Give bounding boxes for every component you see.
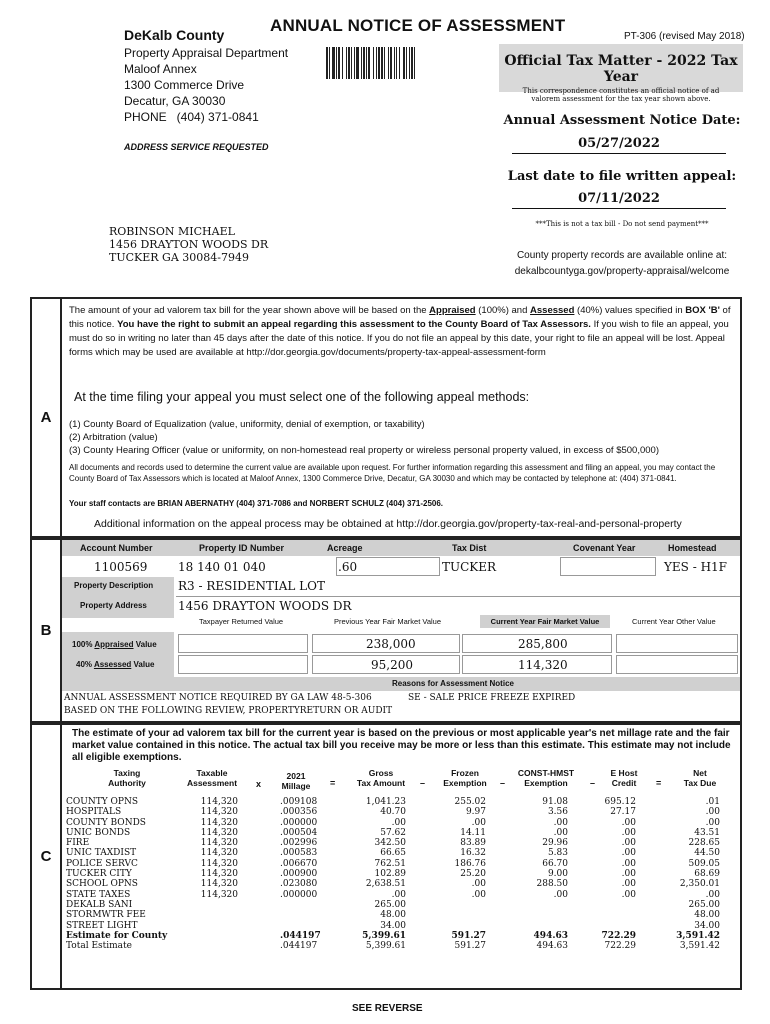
prev-appraised-value: 238,000 bbox=[366, 637, 416, 651]
net-cell: 2,350.01 bbox=[679, 879, 720, 890]
const-cell: 29.96 bbox=[542, 838, 568, 849]
taxable-cell: 114,320 bbox=[200, 869, 238, 880]
ehost-cell: 722.29 bbox=[604, 941, 636, 952]
gross-cell: 40.70 bbox=[380, 807, 406, 818]
address-service-requested: ADDRESS SERVICE REQUESTED bbox=[124, 142, 269, 152]
notice-title: ANNUAL NOTICE OF ASSESSMENT bbox=[270, 16, 566, 35]
owner-address-block bbox=[109, 225, 268, 264]
const-hmst-column bbox=[510, 797, 568, 951]
frozen-cell bbox=[430, 910, 486, 920]
frozen-cell: 186.76 bbox=[454, 858, 486, 869]
taxable-column bbox=[180, 797, 238, 951]
authority-cell: Estimate for County bbox=[66, 930, 168, 941]
frozen-cell: .00 bbox=[471, 889, 486, 900]
estimate-note: The estimate of your ad valorem tax bill for the current year is based on the previous or most applicable year's net millage rate and the fair market value contained in this notice. The actual tax bill you receive may be more or less than this estimate. This estimate may not include all eligible exemptions. bbox=[72, 728, 731, 763]
gross-cell: .00 bbox=[391, 889, 406, 900]
additional-info-link: Additional information on the appeal process may be obtained at http://dor.georgia.gov/property-tax-real-and-personal-property bbox=[94, 518, 682, 530]
appraised-word: Appraised bbox=[94, 640, 134, 649]
appraised-pct: 100% bbox=[72, 640, 95, 649]
section-b-label: B bbox=[30, 538, 60, 723]
appeal-methods-heading: At the time filing your appeal you must select one of the following appeal methods: bbox=[74, 390, 530, 404]
documents-info: All documents and records used to determine the current value are available upon request. For further information regarding this assessment and filing an appeal, you may contact the County Board of Tax Assessors which is located at Maloof Annex, 1300 Commerce Drive, Decatur, GA 30030 and which may be contacted by telephone at: (404) 371-0841. bbox=[69, 463, 716, 483]
online-records bbox=[502, 248, 742, 280]
owner-city: TUCKER GA 30084-7949 bbox=[109, 251, 249, 264]
right-to-appeal: You have the right to submit an appeal regarding this assessment to the County Board of Tax Assessors. bbox=[117, 319, 591, 330]
not-a-bill-notice: ***This is not a tax bill - Do not send payment*** bbox=[535, 220, 709, 228]
millage-cell: .000900 bbox=[280, 869, 318, 880]
taxable-cell bbox=[180, 941, 238, 951]
taxable-cell bbox=[180, 931, 238, 941]
reason-law: ANNUAL ASSESSMENT NOTICE REQUIRED BY GA LAW 48-5-306 bbox=[64, 693, 372, 703]
ehost-cell: 722.29 bbox=[601, 930, 636, 941]
millage-cell bbox=[280, 900, 340, 910]
ehost-cell: .00 bbox=[621, 869, 636, 880]
intro-text: If you wish to file an appeal, you must do so in writing no later than 45 days after the date of this notice. If you do not file an appeal by this date, your right to file an appeal will be lost. Appeal forms which may be used are available at http://dor.georgia.gov/documents/property-tax-appeal-assessment-form bbox=[69, 319, 729, 358]
authority-cell: TUCKER CITY bbox=[66, 869, 132, 880]
taxable-cell: 114,320 bbox=[200, 838, 238, 849]
frozen-cell: 14.11 bbox=[460, 827, 486, 838]
ehost-cell: .00 bbox=[621, 889, 636, 900]
millage-header: 2021 Millage bbox=[281, 771, 311, 791]
gross-cell: 762.51 bbox=[374, 858, 406, 869]
taxpayer-appraised-cell bbox=[178, 634, 308, 653]
ehost-cell: .00 bbox=[621, 848, 636, 859]
authority-cell: COUNTY OPNS bbox=[66, 797, 139, 807]
gross-cell: 48.00 bbox=[380, 910, 406, 921]
net-cell: 265.00 bbox=[688, 899, 720, 910]
other-assessed-cell bbox=[616, 655, 738, 674]
net-cell: 509.05 bbox=[688, 858, 720, 869]
gross-cell: 5,399.61 bbox=[362, 930, 406, 941]
gross-cell: 66.65 bbox=[380, 848, 406, 859]
authority-cell: HOSPITALS bbox=[66, 807, 122, 818]
const-cell: .00 bbox=[553, 827, 568, 838]
const-cell: 9.00 bbox=[547, 869, 568, 880]
net-cell: 34.00 bbox=[694, 920, 720, 931]
millage-cell: .000000 bbox=[280, 817, 318, 828]
official-tax-matter-box bbox=[499, 44, 743, 103]
authority-cell: DEKALB SANI bbox=[66, 899, 133, 910]
authority-cell: STORMWTR FEE bbox=[66, 910, 146, 921]
millage-cell: .000000 bbox=[280, 889, 318, 900]
ehost-cell: 27.17 bbox=[610, 807, 636, 818]
millage-cell bbox=[280, 921, 340, 931]
taxable-cell bbox=[180, 910, 238, 920]
covenant-year-header: Covenant Year bbox=[573, 543, 636, 553]
minus-operator: – bbox=[500, 778, 506, 788]
taxpayer-returned-header: Taxpayer Returned Value bbox=[199, 617, 284, 626]
taxable-cell: 114,320 bbox=[200, 797, 238, 807]
const-cell: 494.63 bbox=[533, 930, 568, 941]
intro-text: of this notice. bbox=[69, 305, 731, 330]
net-cell: .01 bbox=[705, 797, 720, 807]
net-cell: 48.00 bbox=[694, 910, 720, 921]
intro-text: The amount of your ad valorem tax bill for the year shown above will be based on the bbox=[69, 305, 430, 316]
form-number: PT-306 (revised May 2018) bbox=[624, 31, 745, 42]
row-divider bbox=[176, 596, 740, 597]
net-cell: .00 bbox=[705, 807, 720, 818]
gross-header: Gross Tax Amount bbox=[356, 768, 406, 788]
current-fmv-header: Current Year Fair Market Value bbox=[480, 615, 610, 628]
gross-cell: 342.50 bbox=[374, 838, 406, 849]
taxable-cell: 114,320 bbox=[200, 858, 238, 869]
net-cell: 3,591.42 bbox=[679, 941, 720, 952]
frozen-cell: 16.32 bbox=[460, 848, 486, 859]
millage-cell: .000504 bbox=[280, 827, 318, 838]
gross-cell: 5,399.61 bbox=[365, 941, 406, 952]
const-cell: 3.56 bbox=[547, 807, 568, 818]
account-number-header: Account Number bbox=[80, 543, 153, 553]
phone-line: PHONE (404) 371-0841 bbox=[124, 110, 259, 124]
prev-assessed-value: 95,200 bbox=[371, 658, 413, 672]
millage-cell: .002996 bbox=[280, 838, 318, 849]
equals-operator: = bbox=[656, 778, 662, 788]
minus-operator: – bbox=[590, 778, 596, 788]
intro-text: (100%) and bbox=[475, 305, 531, 316]
homestead-header: Homestead bbox=[668, 543, 717, 553]
assessed-value-label bbox=[76, 660, 154, 669]
property-address-value: 1456 DRAYTON WOODS DR bbox=[178, 599, 352, 613]
authority-header: Taxing Authority bbox=[108, 768, 146, 788]
property-id-header: Property ID Number bbox=[199, 543, 285, 553]
official-tax-matter-title: Official Tax Matter - 2022 Tax Year bbox=[504, 53, 738, 85]
ehost-header: E Host Credit bbox=[610, 768, 638, 788]
authority-cell: Total Estimate bbox=[66, 941, 132, 952]
appraised-term: Appraised bbox=[429, 305, 476, 316]
official-tax-matter-subtitle: This correspondence constitutes an official notice of ad valorem assessment for the tax year shown above. bbox=[522, 87, 720, 103]
see-reverse: SEE REVERSE bbox=[352, 1003, 423, 1014]
frozen-cell: 591.27 bbox=[451, 930, 486, 941]
address-line: Property Appraisal Department bbox=[124, 46, 289, 60]
appeal-date-label: Last date to file written appeal: bbox=[507, 169, 737, 184]
value-word: Value bbox=[133, 640, 157, 649]
taxable-header: Taxable Assessment bbox=[186, 768, 238, 788]
const-cell bbox=[510, 900, 568, 910]
ehost-cell bbox=[590, 910, 636, 920]
taxable-cell: 114,320 bbox=[200, 807, 238, 818]
frozen-header: Frozen Exemption bbox=[443, 768, 487, 788]
millage-cell: .000583 bbox=[280, 848, 318, 859]
intro-text: (40%) values specified in bbox=[574, 305, 686, 316]
net-cell: 3,591.42 bbox=[676, 930, 720, 941]
address-line: Maloof Annex bbox=[124, 62, 197, 76]
taxable-cell: 114,320 bbox=[200, 827, 238, 838]
gross-cell: 1,041.23 bbox=[365, 797, 406, 807]
multiply-operator: x bbox=[256, 779, 262, 789]
homestead-value: YES - H1F bbox=[664, 560, 728, 574]
gross-column bbox=[340, 797, 406, 951]
frozen-cell: 25.20 bbox=[460, 869, 486, 880]
taxable-cell bbox=[180, 921, 238, 931]
property-address-label: Property Address bbox=[80, 601, 147, 610]
frozen-cell: 9.97 bbox=[465, 807, 486, 818]
millage-cell bbox=[280, 910, 340, 920]
millage-cell: .006670 bbox=[280, 858, 318, 869]
const-cell: 66.70 bbox=[542, 858, 568, 869]
const-cell: .00 bbox=[553, 889, 568, 900]
notice-date: 05/27/2022 bbox=[512, 136, 726, 154]
barcode bbox=[326, 47, 492, 79]
authority-cell: STATE TAXES bbox=[66, 889, 131, 900]
minus-operator: – bbox=[420, 778, 426, 788]
section-c-label: C bbox=[30, 723, 60, 990]
ehost-cell bbox=[590, 921, 636, 931]
net-cell: .00 bbox=[705, 889, 720, 900]
frozen-column bbox=[430, 797, 486, 951]
appraised-value-label bbox=[72, 640, 157, 649]
section-a-label: A bbox=[30, 297, 60, 538]
value-labels-cell bbox=[62, 632, 174, 677]
net-cell: .00 bbox=[705, 817, 720, 828]
ehost-cell: .00 bbox=[621, 817, 636, 828]
net-cell: 43.51 bbox=[694, 827, 720, 838]
const-cell bbox=[510, 910, 568, 920]
net-header: Net Tax Due bbox=[683, 768, 717, 788]
millage-column bbox=[280, 797, 340, 951]
assessed-term: Assessed bbox=[530, 305, 575, 316]
authority-cell: POLICE SERVC bbox=[66, 858, 138, 869]
online-records-text: County property records are available online at: bbox=[516, 250, 728, 261]
equals-operator: = bbox=[330, 778, 336, 788]
frozen-cell: 83.89 bbox=[460, 838, 486, 849]
frozen-cell: 255.02 bbox=[454, 797, 486, 807]
property-header-bar bbox=[62, 540, 740, 556]
appeal-date: 07/11/2022 bbox=[512, 191, 726, 209]
taxable-cell: 114,320 bbox=[200, 879, 238, 890]
tax-dist-header: Tax Dist bbox=[452, 543, 487, 553]
tax-dist-value: TUCKER bbox=[442, 560, 497, 574]
taxpayer-assessed-cell bbox=[178, 655, 308, 674]
authority-cell: STREET LIGHT bbox=[66, 920, 138, 931]
ehost-cell: .00 bbox=[621, 858, 636, 869]
curr-appraised-value: 285,800 bbox=[518, 637, 568, 651]
previous-fmv-header: Previous Year Fair Market Value bbox=[334, 617, 441, 626]
box-b-ref: BOX 'B' bbox=[685, 305, 720, 316]
frozen-cell bbox=[430, 921, 486, 931]
authority-cell: FIRE bbox=[66, 838, 90, 849]
taxable-cell: 114,320 bbox=[200, 817, 238, 828]
appeal-methods-list bbox=[69, 418, 735, 457]
frozen-cell bbox=[430, 900, 486, 910]
const-hmst-header: CONST-HMST Exemption bbox=[517, 768, 575, 788]
ehost-cell: .00 bbox=[621, 838, 636, 849]
curr-assessed-value: 114,320 bbox=[518, 658, 568, 672]
authority-column bbox=[66, 797, 186, 951]
millage-cell: .009108 bbox=[280, 797, 318, 807]
frozen-cell: 591.27 bbox=[454, 941, 486, 952]
authority-cell: UNIC BONDS bbox=[66, 827, 131, 838]
section-a-intro bbox=[69, 304, 735, 360]
ehost-cell: .00 bbox=[621, 879, 636, 890]
property-description-label: Property Description bbox=[74, 581, 154, 590]
gross-cell: 265.00 bbox=[374, 899, 406, 910]
frozen-cell: .00 bbox=[471, 817, 486, 828]
gross-cell: 34.00 bbox=[380, 920, 406, 931]
const-cell: 91.08 bbox=[542, 797, 568, 807]
frozen-cell: .00 bbox=[471, 879, 486, 890]
gross-cell: 57.62 bbox=[380, 827, 406, 838]
reasons-header: Reasons for Assessment Notice bbox=[62, 677, 740, 691]
value-word: Value bbox=[131, 660, 155, 669]
other-appraised-cell bbox=[616, 634, 738, 653]
appeal-method: (3) County Hearing Officer (value or uniformity, on non-homestead real property or wireless personal property valued, in excess of $500,000) bbox=[69, 445, 659, 456]
ehost-cell: 695.12 bbox=[604, 797, 636, 807]
net-cell: 44.50 bbox=[694, 848, 720, 859]
millage-cell: .000356 bbox=[280, 807, 318, 818]
county-name: DeKalb County bbox=[124, 27, 225, 43]
account-number-value: 1100569 bbox=[94, 560, 148, 574]
ehost-cell: .00 bbox=[621, 827, 636, 838]
millage-cell: .044197 bbox=[280, 941, 318, 952]
notice-date-label: Annual Assessment Notice Date: bbox=[503, 113, 741, 128]
gross-cell: 2,638.51 bbox=[365, 879, 406, 890]
address-line: 1300 Commerce Drive bbox=[124, 78, 245, 92]
const-cell: .00 bbox=[553, 817, 568, 828]
net-cell: 228.65 bbox=[688, 838, 720, 849]
ehost-column bbox=[590, 797, 636, 951]
appeal-method: (2) Arbitration (value) bbox=[69, 432, 158, 443]
const-cell bbox=[510, 921, 568, 931]
owner-name: ROBINSON MICHAEL bbox=[109, 225, 235, 238]
staff-contacts: Your staff contacts are BRIAN ABERNATHY (404) 371-7086 and NORBERT SCHULZ (404) 371-2506. bbox=[69, 499, 444, 508]
acreage-header: Acreage bbox=[327, 543, 363, 553]
online-records-url[interactable]: dekalbcountyga.gov/property-appraisal/welcome bbox=[514, 266, 730, 277]
millage-cell: .023080 bbox=[280, 879, 318, 890]
reason-review: BASED ON THE FOLLOWING REVIEW, PROPERTYRETURN OR AUDIT bbox=[64, 706, 393, 716]
acreage-value: .60 bbox=[338, 560, 358, 574]
covenant-cell bbox=[560, 557, 656, 576]
const-cell: 288.50 bbox=[536, 879, 568, 890]
address-line: Decatur, GA 30030 bbox=[124, 94, 226, 108]
net-cell: 68.69 bbox=[694, 869, 720, 880]
department-address bbox=[124, 45, 288, 125]
current-other-header: Current Year Other Value bbox=[632, 617, 716, 626]
gross-cell: .00 bbox=[391, 817, 406, 828]
appeal-method: (1) County Board of Equalization (value, uniformity, denial of exemption, or taxability) bbox=[69, 419, 425, 430]
millage-cell: .044197 bbox=[280, 930, 321, 941]
net-column bbox=[660, 797, 720, 951]
authority-cell: UNIC TAXDIST bbox=[66, 848, 137, 859]
ehost-cell bbox=[590, 900, 636, 910]
taxable-cell bbox=[180, 900, 238, 910]
property-id-value: 18 140 01 040 bbox=[178, 560, 266, 574]
gross-cell: 102.89 bbox=[374, 869, 406, 880]
assessed-word: Assessed bbox=[93, 660, 132, 669]
property-description-value: R3 - RESIDENTIAL LOT bbox=[178, 579, 325, 593]
taxable-cell: 114,320 bbox=[200, 889, 238, 900]
authority-cell: SCHOOL OPNS bbox=[66, 879, 138, 890]
authority-cell: COUNTY BONDS bbox=[66, 817, 146, 828]
taxable-cell: 114,320 bbox=[200, 848, 238, 859]
const-cell: 5.83 bbox=[547, 848, 568, 859]
assessed-pct: 40% bbox=[76, 660, 94, 669]
const-cell: 494.63 bbox=[536, 941, 568, 952]
owner-street: 1456 DRAYTON WOODS DR bbox=[109, 238, 269, 251]
reason-sale-price: SE - SALE PRICE FREEZE EXPIRED bbox=[408, 693, 576, 703]
